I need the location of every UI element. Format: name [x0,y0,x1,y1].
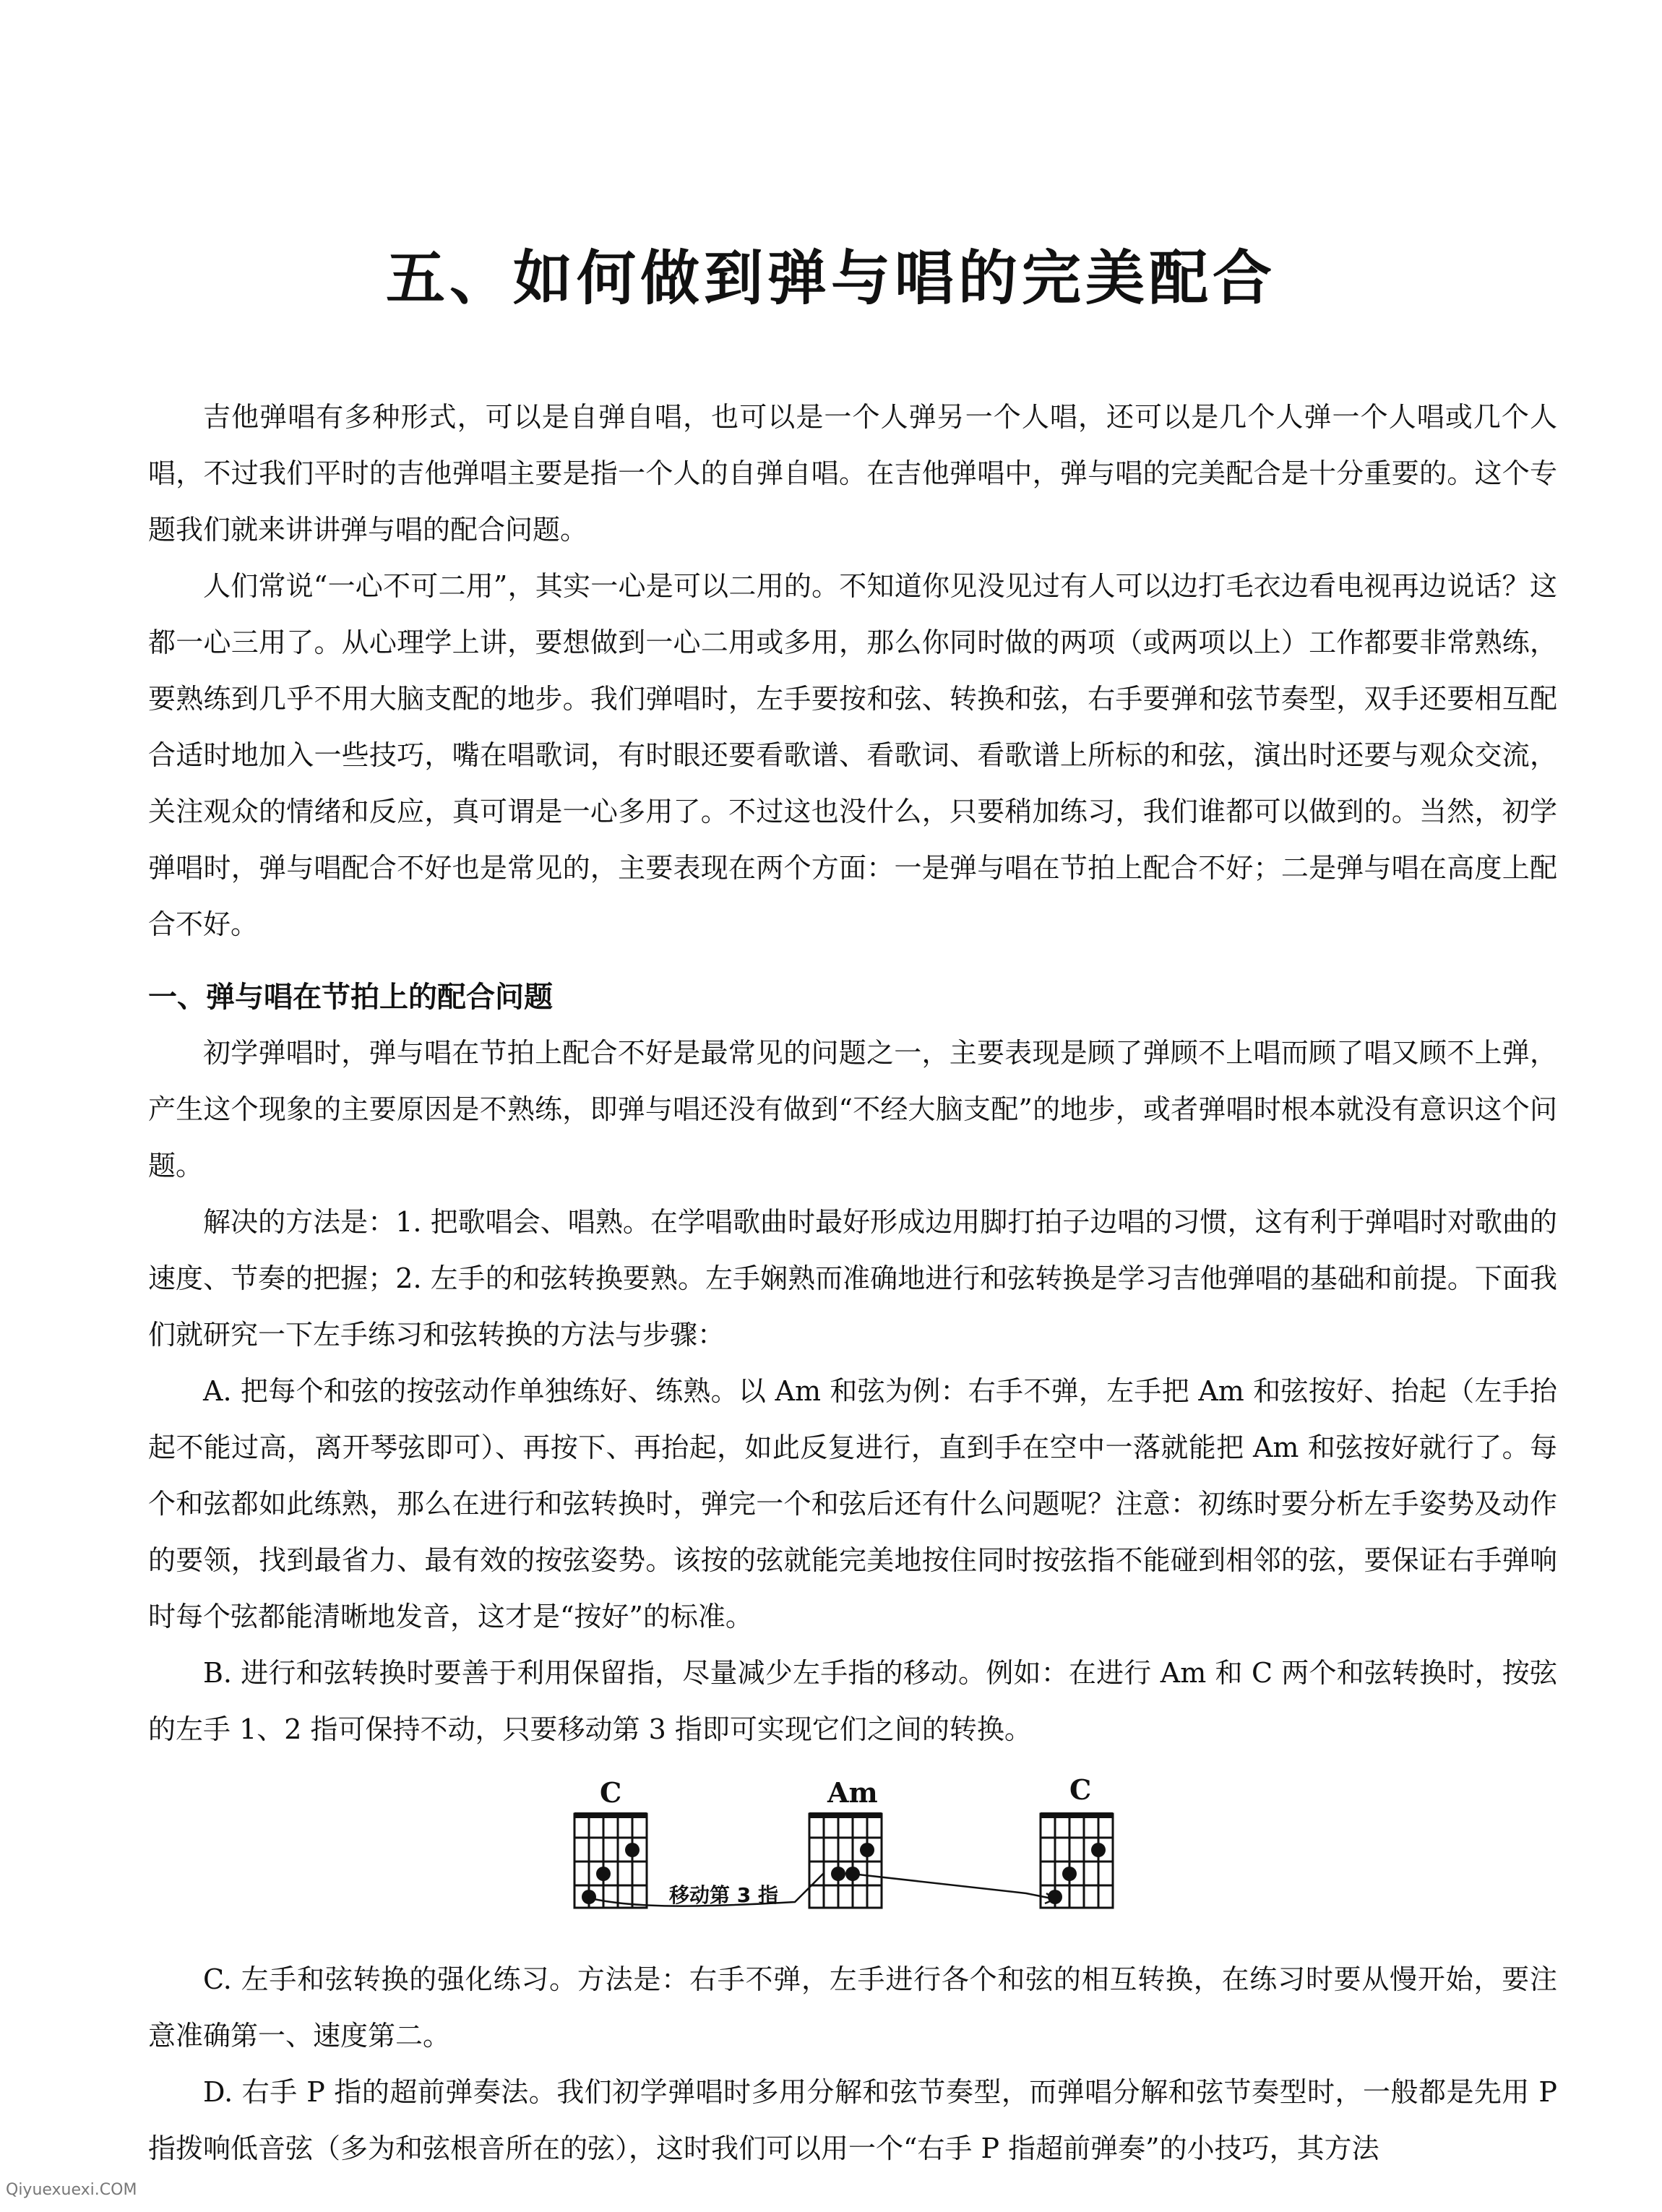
finger-dot-c1-2 [596,1867,611,1881]
chord-name-c1: C [600,1776,622,1809]
watermark: Qiyuexuexi.COM [6,2181,137,2199]
paragraph-rhythm-problem: 初学弹唱时，弹与唱在节拍上配合不好是最常见的问题之一，主要表现是顾了弹顾不上唱而顾了唱又顾不上弹，产生这个现象的主要原因是不熟练，即弹与唱还没有做到“不经大脑支配”的地步，或者弹唱时根本就没有意识这个问题。 [148,1037,1557,1182]
finger-dot-c2-1 [1091,1843,1106,1857]
move-finger-label: 移动第 3 指 [669,1883,778,1907]
paragraph-step-b: B. 进行和弦转换时要善于利用保留指，尽量减少左手指的移动。例如：在进行 Am 和 C 两个和弦转换时，按弦的左手 1、2 指可保持不动，只要移动第 3 指即可实现它们之间的转换。 [148,1657,1557,1745]
chord-name-am: Am [827,1776,878,1809]
paragraph-step-d: D. 右手 P 指的超前弹奏法。我们初学弹唱时多用分解和弦节奏型，而弹唱分解和弦节奏型时，一般都是先用 P 指拨响低音弦（多为和弦根音所在的弦），这时我们可以用一个“右手 P 指超前弹奏”的小技巧，其方法 [148,2076,1557,2164]
paragraph-intro: 吉他弹唱有多种形式，可以是自弹自唱，也可以是一个人弹另一个人唱，还可以是几个人弹一个人唱或几个人唱，不过我们平时的吉他弹唱主要是指一个人的自弹自唱。在吉他弹唱中，弹与唱的完美配合是十分重要的。这个专题我们就来讲讲弹与唱的配合问题。 [148,401,1557,546]
finger-dot-c2-3 [1048,1890,1062,1904]
finger-dot-am-2 [831,1867,845,1881]
paragraph-solution: 解决的方法是：1. 把歌唱会、唱熟。在学唱歌曲时最好形成边用脚打拍子边唱的习惯，这有利于弹唱时对歌曲的速度、节奏的把握；2. 左手的和弦转换要熟。左手娴熟而准确地进行和弦转换是学习吉他弹唱的基础和前提。下面我们就研究一下左手练习和弦转换的方法与步骤： [148,1206,1557,1351]
section-heading: 一、弹与唱在节拍上的配合问题 [148,981,553,1014]
page-title: 五、如何做到弹与唱的完美配合 [385,244,1276,313]
finger-dot-am-1 [860,1843,874,1857]
paragraph-one-mind: 人们常说“一心不可二用”，其实一心是可以二用的。不知道你见没见过有人可以边打毛衣边看电视再边说话？这都一心三用了。从心理学上讲，要想做到一心二用或多用，那么你同时做的两项（或两项以上）工作都要非常熟练，要熟练到几乎不用大脑支配的地步。我们弹唱时，左手要按和弦、转换和弦，右手要弹和弦节奏型，双手还要相互配合适时地加入一些技巧，嘴在唱歌词，有时眼还要看歌谱、看歌词、看歌谱上所标的和弦，演出时还要与观众交流，关注观众的情绪和反应，真可谓是一心多用了。不过这也没什么，只要稍加练习，我们谁都可以做到的。当然，初学弹唱时，弹与唱配合不好也是常见的，主要表现在两个方面：一是弹与唱在节拍上配合不好；二是弹与唱在高度上配合不好。 [148,570,1557,940]
move-arrow-1 [594,1873,824,1906]
finger-dot-am-3 [845,1867,860,1881]
paragraph-step-a: A. 把每个和弦的按弦动作单独练好、练熟。以 Am 和弦为例：右手不弹，左手把 Am 和弦按好、抬起（左手抬起不能过高，离开琴弦即可）、再按下、再抬起，如此反复进行，直到手在空中一落就能把 Am 和弦按好就行了。每个和弦都如此练熟，那么在进行和弦转换时，弹完一个和弦后还有什么问题呢？注意：初练时要分析左手姿势及动作的要领，找到最省力、最有效的按弦姿势。该按的弦就能完美地按住同时按弦指不能碰到相邻的弦，要保证右手弹响时每个弦都能清晰地发音，这才是“按好”的标准。 [148,1375,1557,1632]
finger-dot-c1-3 [582,1890,596,1904]
finger-dot-c2-2 [1062,1867,1077,1881]
finger-dot-c1-1 [625,1843,640,1857]
chord-diagram-am [809,1814,882,1908]
chord-name-c2: C [1069,1773,1092,1806]
paragraph-step-c: C. 左手和弦转换的强化练习。方法是：右手不弹，左手进行各个和弦的相互转换，在练习时要从慢开始，要注意准确第一、速度第二。 [148,1963,1557,2052]
